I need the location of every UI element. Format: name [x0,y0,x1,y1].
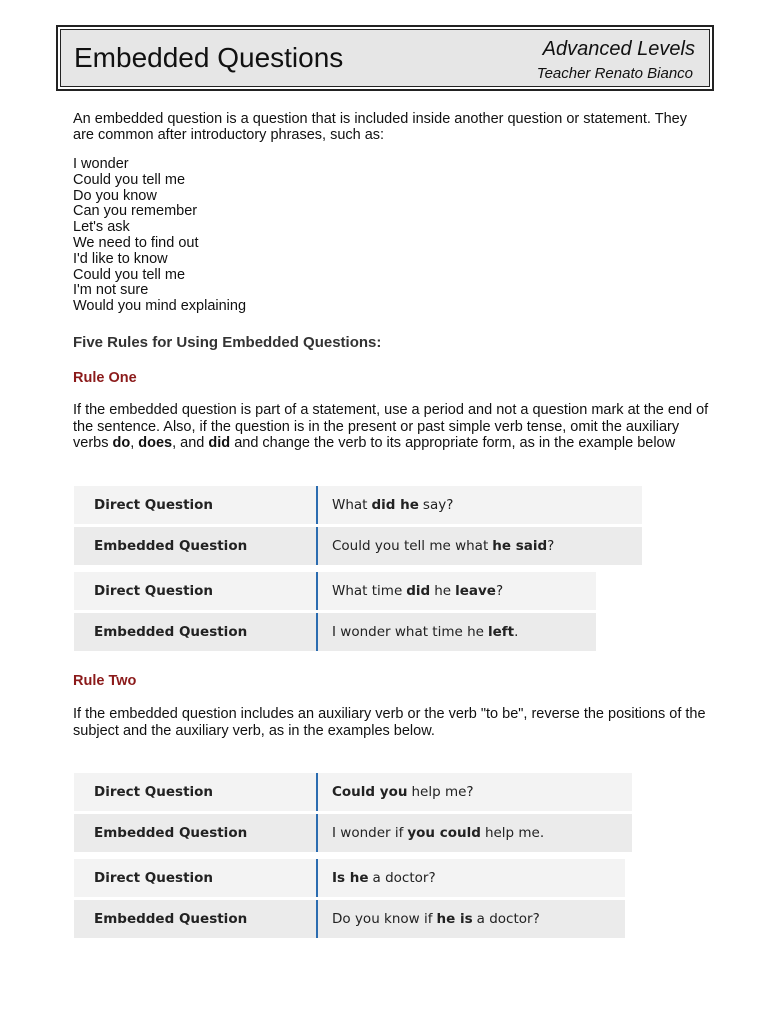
row-label: Direct Question [74,859,316,897]
rules-heading: Five Rules for Using Embedded Questions: [73,334,382,351]
row-label: Direct Question [74,773,316,811]
row-label: Embedded Question [74,814,316,852]
table-row [74,572,596,610]
table-row [74,859,625,897]
table-row [74,900,625,938]
table-row [74,613,596,651]
row-label: Direct Question [74,486,316,524]
example-sentence: What did he say? [316,486,642,524]
example-sentence: Could you tell me what he said ? [316,527,642,565]
list-item: I'd like to know [73,250,168,267]
example-sentence: I wonder what time he left . [316,613,596,651]
rule-two-table [74,773,632,941]
row-label: Direct Question [74,572,316,610]
term-do: do [112,435,131,451]
list-item: Could you tell me [73,171,186,188]
phrase-list [73,157,246,315]
teacher-label: Teacher Renato Bianco [536,65,693,82]
rule-two-title: Rule Two [73,673,137,689]
row-label: Embedded Question [74,900,316,938]
rule-one-paragraph [73,402,713,452]
rule-one-title: Rule One [73,370,137,386]
example-sentence: What time did he leave ? [316,572,596,610]
example-sentence: Is he a doctor? [316,859,625,897]
list-item: Would you mind explaining [73,298,247,315]
list-item: Can you remember [73,203,198,220]
list-item: I wonder [73,156,129,172]
list-item: Let's ask [73,219,130,236]
header-inner [60,29,710,87]
rule-one-table-a [74,486,642,654]
rule-two-paragraph: If the embedded question includes an auxiliary verb or the verb "to be", reverse the positions of the subject and the auxiliary verb, as in the examples below. [73,706,706,739]
example-sentence: Do you know if he is a doctor? [316,900,625,938]
table-row [74,527,642,565]
table-row [74,486,642,524]
level-label: Advanced Levels [542,38,695,60]
term-did: did [208,435,231,451]
example-sentence: Could you help me? [316,773,632,811]
list-item: We need to find out [73,234,199,251]
rule-one-text-2: and change the verb to its appropriate form, as in the example below [234,435,676,451]
example-sentence: I wonder if you could help me. [316,814,632,852]
intro-paragraph: An embedded question is a question that is included inside another question or statement. They are common after introductory phrases, such as: [73,111,687,143]
header-box [56,25,714,91]
list-item: I'm not sure [73,282,149,299]
separator: , and [172,435,205,451]
row-label: Embedded Question [74,613,316,651]
rule-one-text-1: If the embedded question is part of a statement, use a period and not a question mark at the end of the sentence. Also, if the question is in the present or past simple verb tense, omit the auxiliary verbs [73,402,709,451]
term-does: does [138,435,173,451]
table-row [74,814,632,852]
separator: , [130,435,135,451]
list-item: Do you know [73,187,157,204]
list-item: Could you tell me [73,266,186,283]
row-label: Embedded Question [74,527,316,565]
table-row [74,773,632,811]
page-title: Embedded Questions [74,42,344,73]
